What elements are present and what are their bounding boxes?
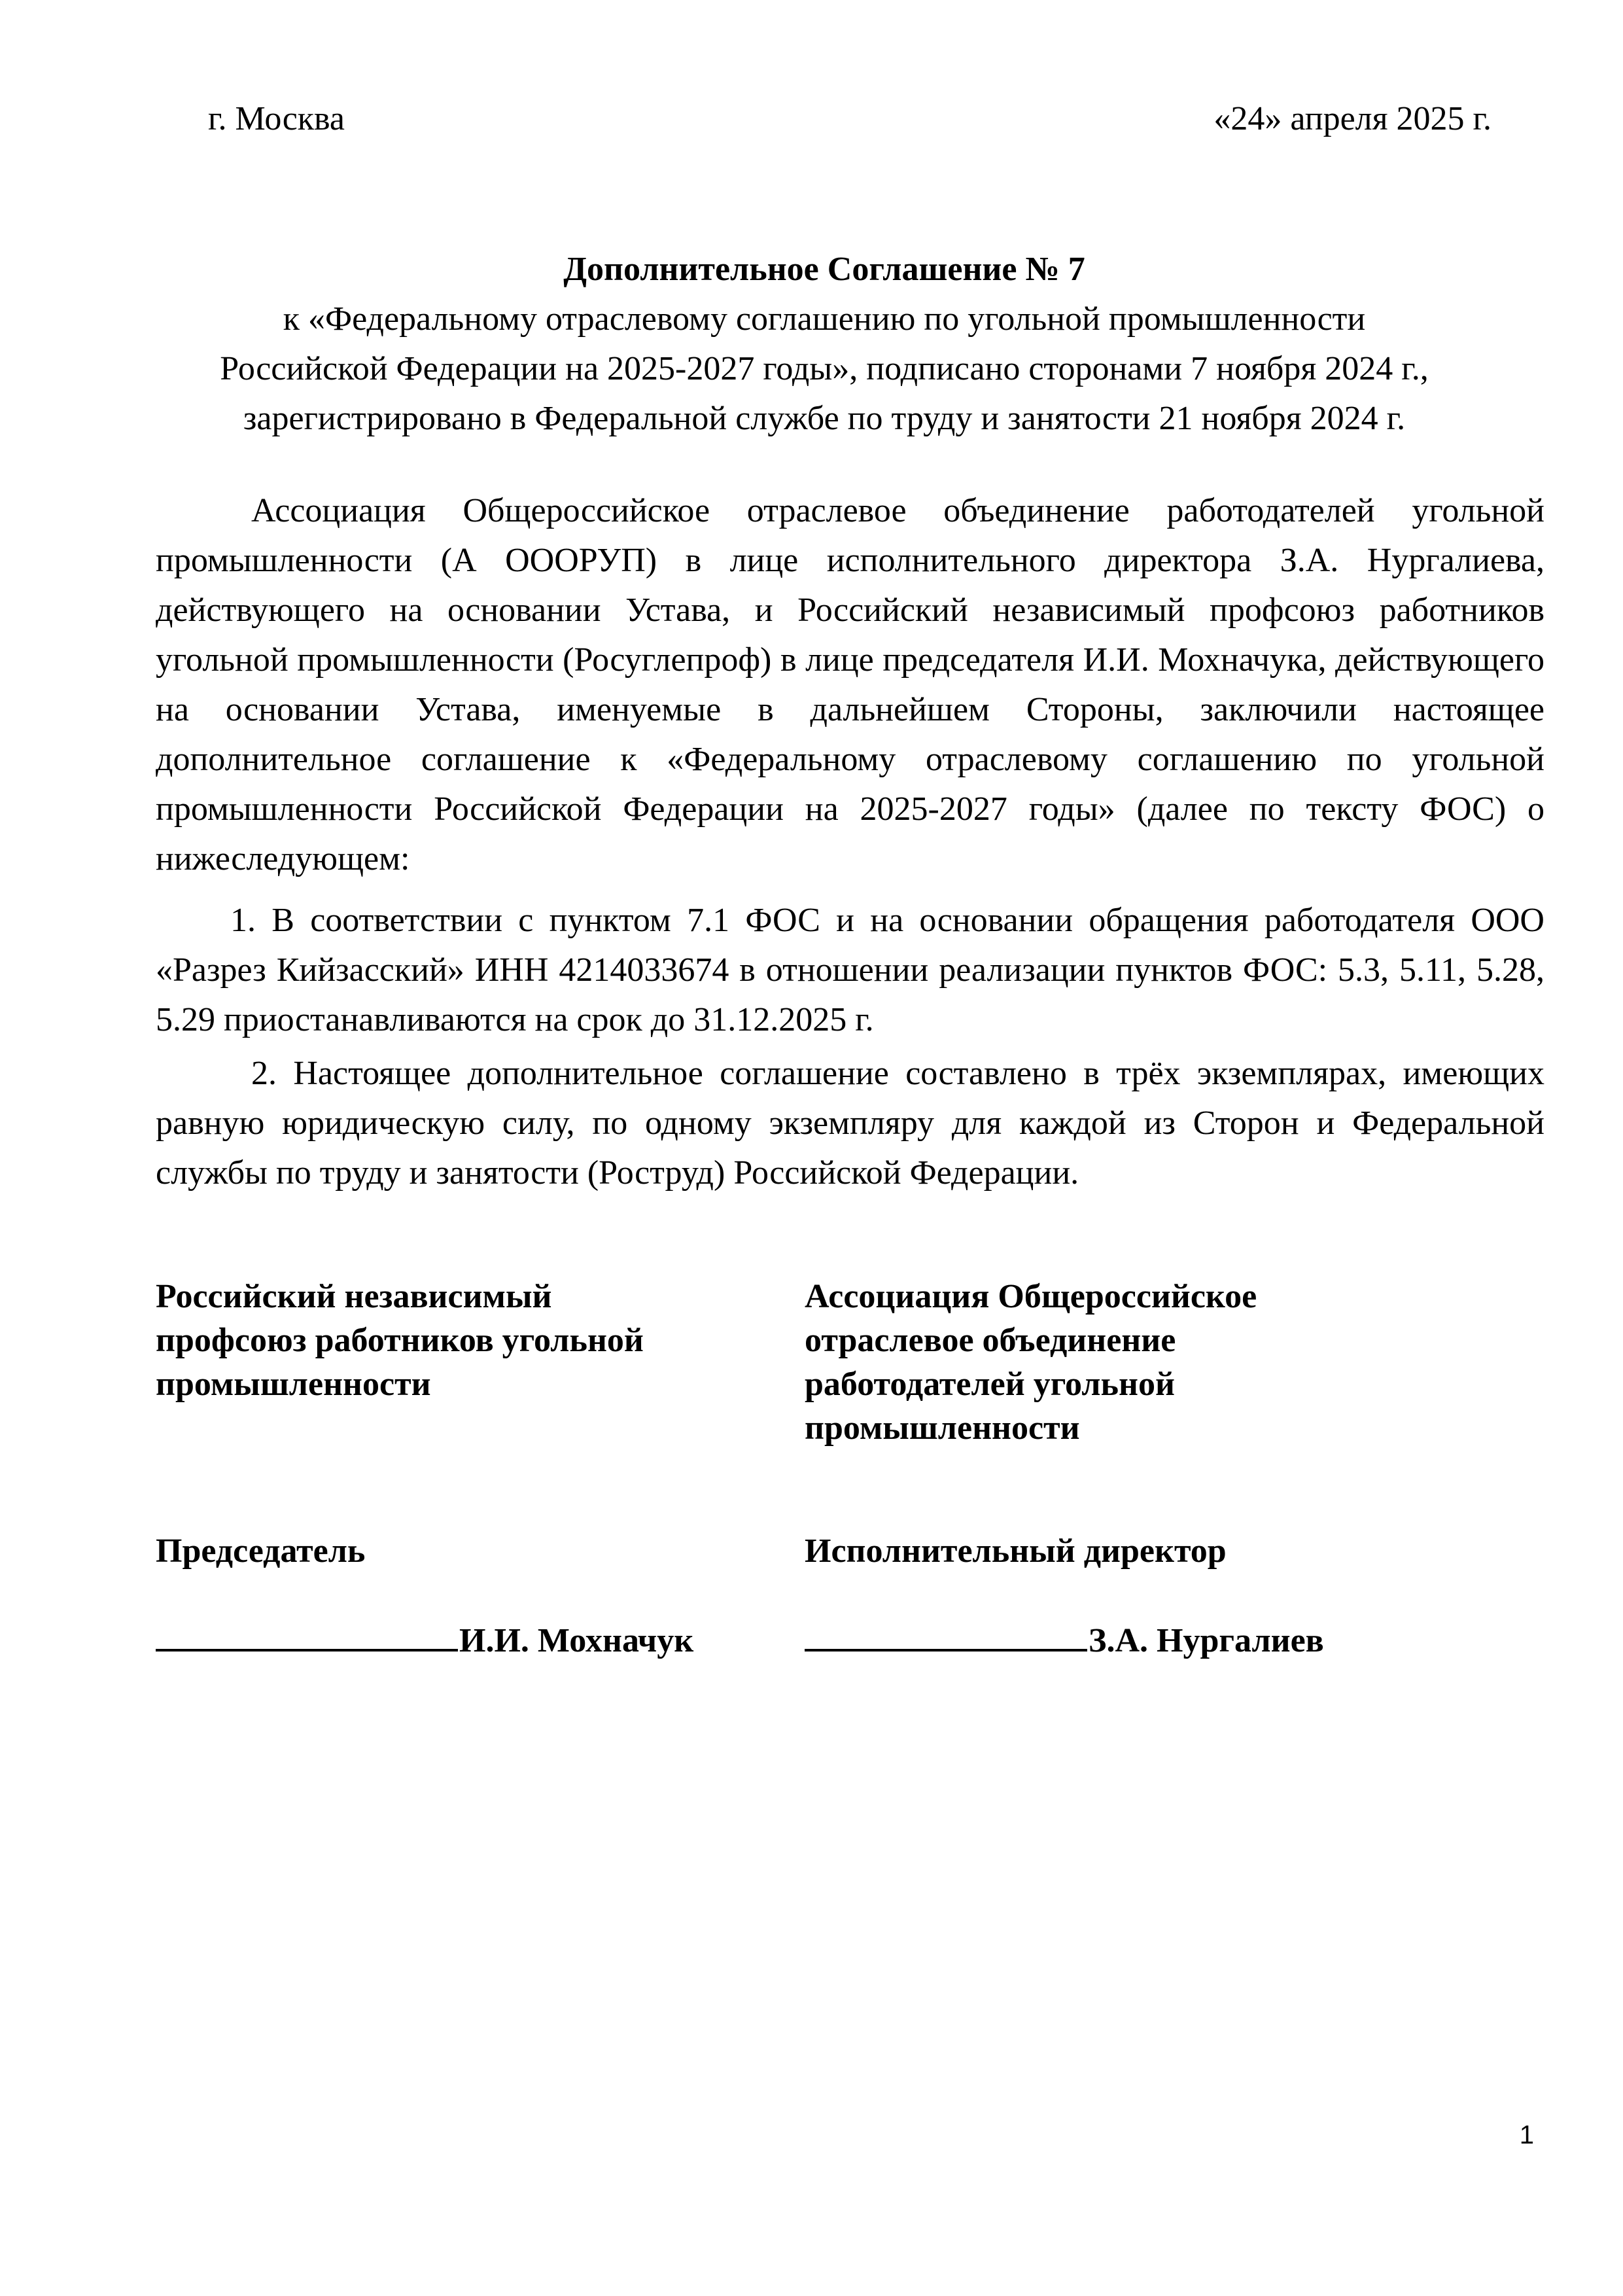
document-heading xyxy=(157,245,1492,444)
intro-paragraph: Ассоциация Общероссийское отраслевое объединение работодателей угольной промышленности (А ОООРУП) в лице исполнительного директора З.А. Нургалиева, действующего на основании Устава, и Российский независимый профсоюз работников угольной промышленности (Росуглепроф) в лице председателя И.И. Мохначука, действующего на основании Устава, именуемые в дальнейшем Стороны, заключили настоящее дополнительное соглашение к «Федеральному отраслевому соглашению по угольной промышленности Российской Федерации на 2025-2027 годы» (далее по тексту ФОС) о нижеследующем: xyxy=(156,492,1544,877)
right-party-name xyxy=(805,1275,1459,1450)
left-signatory-position: Председатель xyxy=(156,1532,366,1570)
right-party-line-3: работодателей угольной xyxy=(805,1366,1175,1403)
right-signatory-name: З.А. Нургалиев xyxy=(1089,1622,1324,1659)
right-signature-block xyxy=(805,1616,1324,1663)
page-number: 1 xyxy=(1519,2121,1534,2149)
right-signature-line xyxy=(805,1616,1087,1651)
place-of-signing: г. Москва xyxy=(208,100,345,137)
heading-line-2: Российской Федерации на 2025-2027 годы», подписано сторонами 7 ноября 2024 г., xyxy=(220,350,1429,387)
right-party-line-4: промышленности xyxy=(805,1409,1080,1447)
clause-2: 2. Настоящее дополнительное соглашение составлено в трёх экземплярах, имеющих равную юридическую силу, по одному экземпляру для каждой из Сторон и Федеральной службы по труду и занятости (Роструд) Российской Федерации. xyxy=(156,1055,1544,1192)
left-party-line-1: Российский независимый xyxy=(156,1278,552,1315)
document-date: «24» апреля 2025 г. xyxy=(1213,100,1492,137)
left-signatory-name: И.И. Мохначук xyxy=(459,1622,694,1659)
right-signatory-position: Исполнительный директор xyxy=(805,1532,1227,1570)
left-party-name xyxy=(156,1275,784,1406)
heading-line-1: к «Федеральному отраслевому соглашению по угольной промышленности xyxy=(283,300,1366,338)
clause-1: 1. В соответствии с пунктом 7.1 ФОС и на основании обращения работодателя ООО «Разрез Кийзасский» ИНН 4214033674 в отношении реализации пунктов ФОС: 5.3, 5.11, 5.28, 5.29 приостанавливаются на срок до 31.12.2025 г. xyxy=(156,902,1544,1038)
left-party-line-2: профсоюз работников угольной xyxy=(156,1322,644,1359)
left-signature-line xyxy=(156,1616,458,1651)
right-party-line-1: Ассоциация Общероссийское xyxy=(805,1278,1257,1315)
heading-line-3: зарегистрировано в Федеральной службе по труду и занятости 21 ноября 2024 г. xyxy=(243,400,1406,437)
right-party-line-2: отраслевое объединение xyxy=(805,1322,1176,1359)
document-title: Дополнительное Соглашение № 7 xyxy=(563,251,1085,288)
left-signature-block xyxy=(156,1616,693,1663)
left-party-line-3: промышленности xyxy=(156,1366,431,1403)
